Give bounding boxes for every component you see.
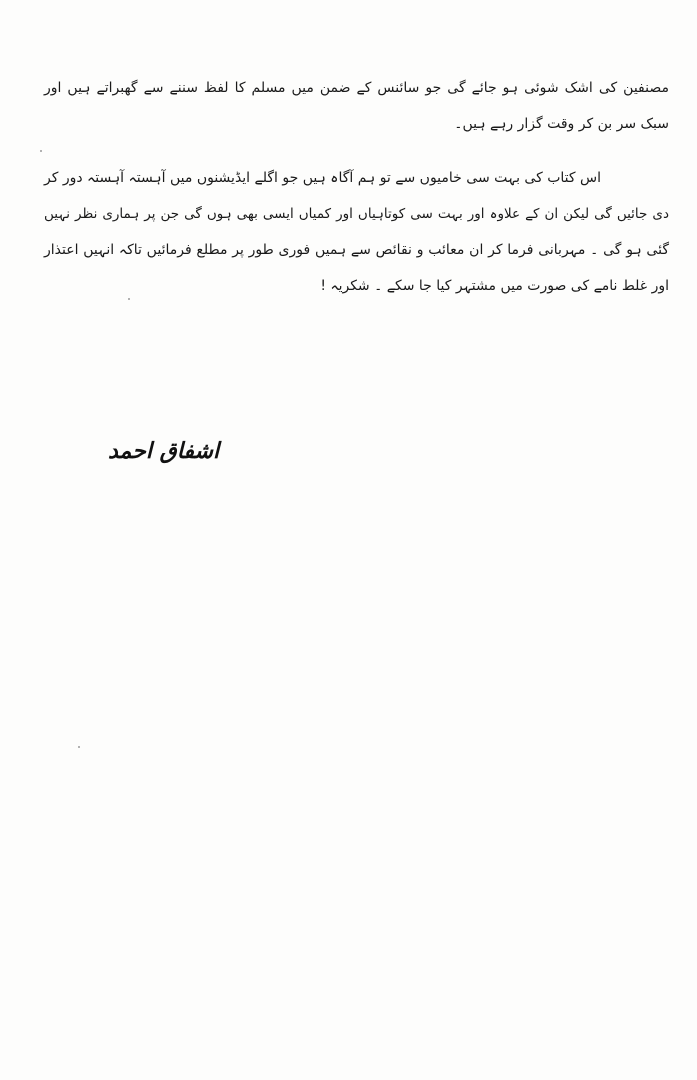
text-line: مصنفین کی اشک شوئی ہو جائے گی جو سائنس کے ضمن میں مسلم کا لفظ سننے سے گھبراتے ہیں اور	[44, 80, 669, 96]
text-line: اس کتاب کی بہت سی خامیوں سے تو ہم آگاہ ہیں جو اگلے ایڈیشنوں میں آہستہ آہستہ دور کر	[44, 170, 601, 186]
text-line: گئی ہو گی ۔ مہربانی فرما کر ان معائب و نقائص سے ہمیں فوری طور پر مطلع فرمائیں تاکہ انہیں اعتذار	[44, 242, 669, 258]
scan-speck	[128, 298, 130, 300]
scan-speck	[78, 746, 80, 748]
paragraph-1	[44, 70, 669, 142]
text-line: دی جائیں گی لیکن ان کے علاوہ اور بہت سی کوتاہیاں اور کمیاں ایسی بھی ہوں گی جن پر ہماری نظر نہیں	[44, 206, 669, 222]
paragraph-2	[44, 160, 669, 304]
scan-speck	[40, 150, 42, 152]
author-signature: اشفاق احمد	[108, 438, 220, 464]
text-line: سبک سر بن کر وقت گزار رہے ہیں۔	[454, 116, 669, 132]
text-line: اور غلط نامے کی صورت میں مشتہر کیا جا سکے ۔ شکریہ !	[320, 278, 669, 294]
